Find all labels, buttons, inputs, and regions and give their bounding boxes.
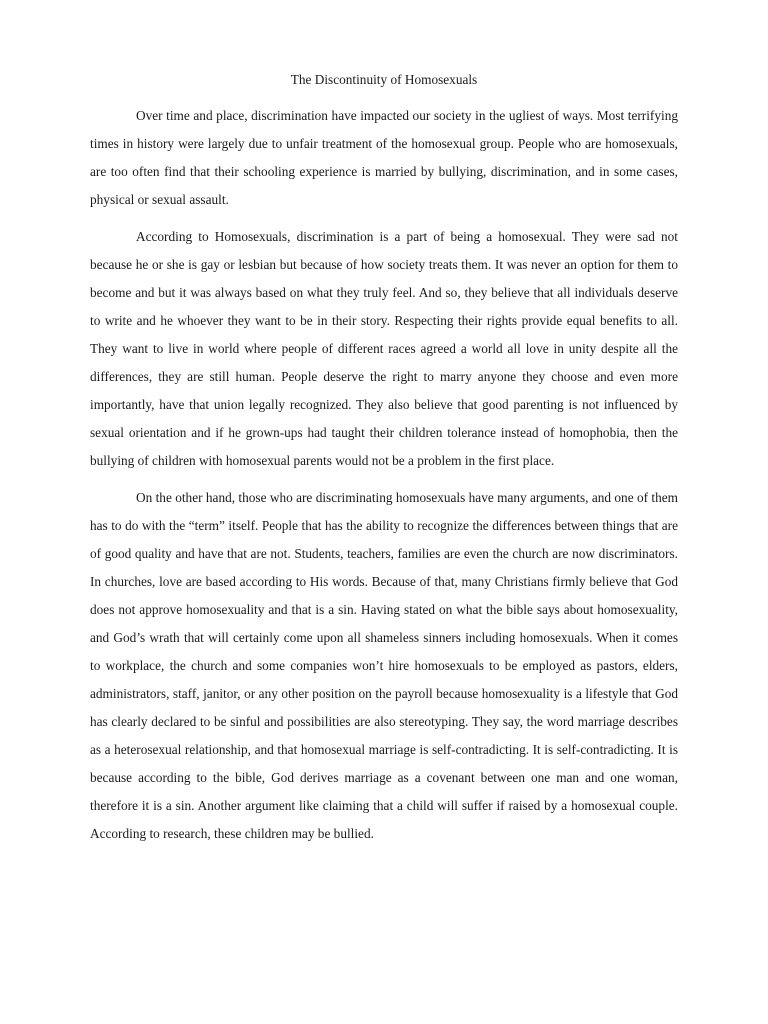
paragraph-1: Over time and place, discrimination have impacted our society in the ugliest of ways. Most terrifying times in history were largely due to unfair treatment of the homosexual group. People who are homosexuals, are too often find that their schooling experience is married by bullying, discrimination, and in some cases, physical or sexual assault.: [90, 108, 678, 207]
paragraph-2: According to Homosexuals, discrimination is a part of being a homosexual. They were sad not because he or she is gay or lesbian but because of how society treats them. It was never an option for them to become and but it was always based on what they truly feel. And so, they believe that all individuals deserve to write and he whoever they want to be in their story. Respecting their rights provide equal benefits to all. They want to live in world where people of different races agreed a world all love in unity despite all the differences, they are still human. People deserve the right to marry anyone they choose and even more importantly, have that union legally recognized. They also believe that good parenting is not influenced by sexual orientation and if he grown-ups had taught their children tolerance instead of homophobia, then the bullying of children with homosexual parents would not be a problem in the first place.: [90, 229, 678, 468]
document-title: The Discontinuity of Homosexuals: [290, 72, 478, 87]
document-body: [90, 102, 678, 857]
paragraph-3: On the other hand, those who are discriminating homosexuals have many arguments, and one of them has to do with the “term” itself. People that has the ability to recognize the differences between things that are of good quality and have that are not. Students, teachers, families are even the church are now discriminators. In churches, love are based according to His words. Because of that, many Christians firmly believe that God does not approve homosexuality and that is a sin. Having stated on what the bible says about homosexuality, and God’s wrath that will certainly come upon all shameless sinners including homosexuals. When it comes to workplace, the church and some companies won’t hire homosexuals to be employed as pastors, elders, administrators, staff, janitor, or any other position on the payroll because homosexuality is a lifestyle that God has clearly declared to be sinful and possibilities are also stereotyping. They say, the word marriage describes as a heterosexual relationship, and that homosexual marriage is self-contradicting. It is self-contradicting. It is because according to the bible, God derives marriage as a covenant between one man and one woman, therefore it is a sin. Another argument like claiming that a child will suffer if raised by a homosexual couple. According to research, these children may be bullied.: [90, 490, 678, 841]
